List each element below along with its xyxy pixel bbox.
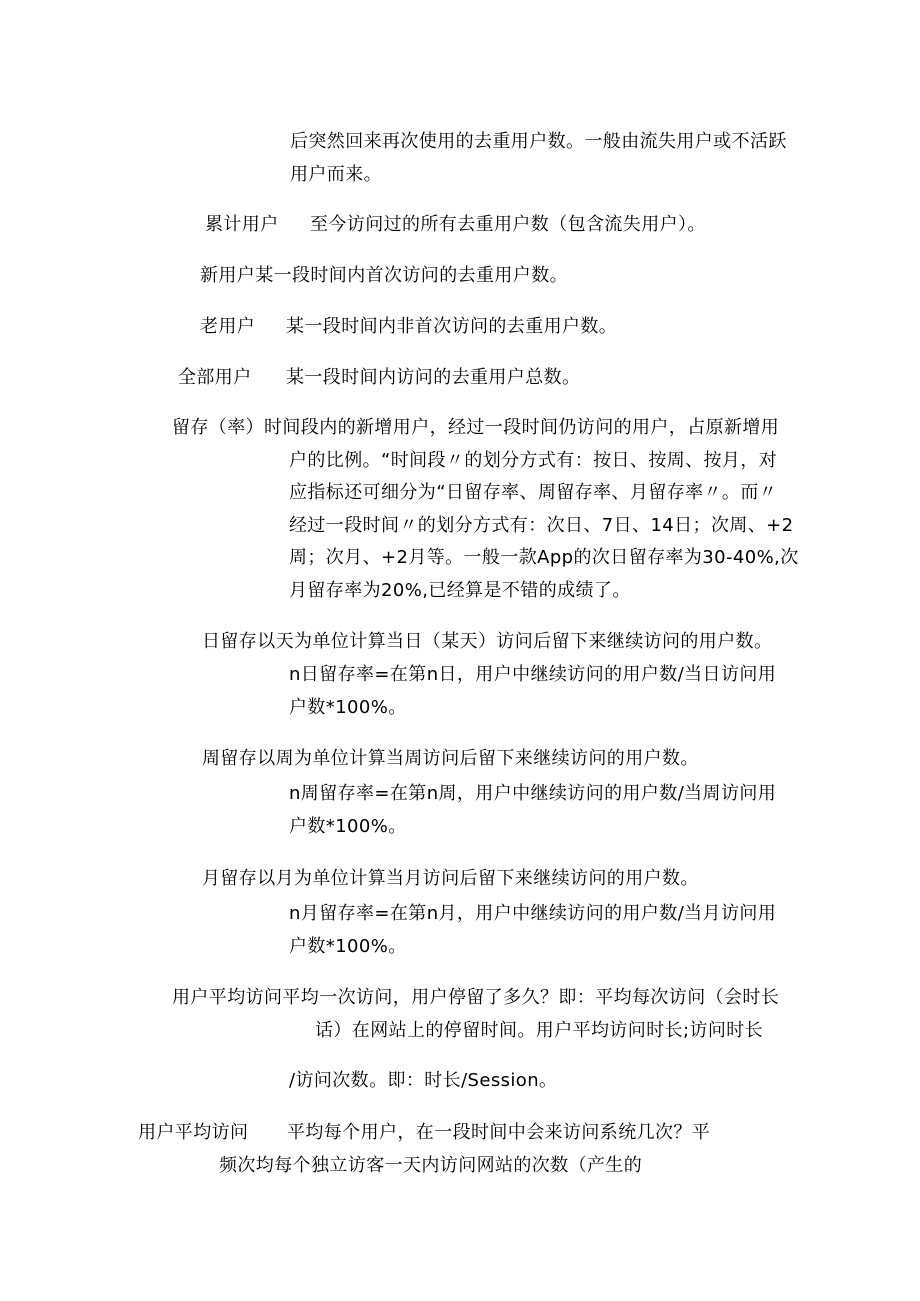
term-label: 老用户: [200, 316, 256, 337]
text-line: 用户平均访问平均一次访问，用户停留了多久？即：平均每次访问（会时长: [172, 987, 780, 1008]
term-definition: 平均每个用户，在一段时间中会来访问系统几次？平: [287, 1122, 711, 1143]
text-line: 月留存以月为单位计算当月访问后留下来继续访问的用户数。: [202, 868, 699, 889]
text-line: 新用户某一段时间内首次访问的去重用户数。: [200, 265, 568, 286]
text-line: 频次均每个独立访客一天内访问网站的次数（产生的: [219, 1155, 643, 1176]
text-line: 月留存率为20%,已经算是不错的成绩了。: [289, 580, 631, 601]
text-line: 经过一段时间〃的划分方式有：次日、7日、14日；次周、+2: [289, 515, 794, 536]
text-line: 户的比例。“时间段〃的划分方式有：按日、按周、按月，对: [289, 450, 778, 471]
text-line: 话）在网站上的停留时间。用户平均访问时长;访问时长: [315, 1020, 764, 1041]
text-line: 用户而来。: [290, 164, 382, 185]
term-label: 用户平均访问: [138, 1122, 249, 1143]
text-line: n周留存率=在第n周，用户中继续访问的用户数/当周访问用: [289, 783, 777, 804]
term-definition: 某一段时间内访问的去重用户总数。: [286, 367, 581, 388]
text-line: 周；次月、+2月等。一般一款App的次日留存率为30-40%,次: [289, 547, 799, 568]
text-line: 户数*100%。: [289, 936, 407, 957]
text-line: /访问次数。即：时长/Session。: [289, 1070, 558, 1091]
text-line: 后突然回来再次使用的去重用户数。一般由流失用户或不活跃: [290, 131, 787, 152]
text-line: 户数*100%。: [289, 816, 407, 837]
text-line: 留存（率）时间段内的新增用户，经过一段时间仍访问的用户，占原新增用: [172, 417, 780, 438]
text-line: 周留存以周为单位计算当周访问后留下来继续访问的用户数。: [202, 748, 699, 769]
term-definition: 某一段时间内非首次访问的去重用户数。: [286, 316, 618, 337]
text-line: n月留存率=在第n月，用户中继续访问的用户数/当月访问用: [289, 903, 777, 924]
term-label: 累计用户: [205, 214, 279, 235]
term-definition: 至今访问过的所有去重用户数（包含流失用户）。: [310, 214, 706, 235]
text-line: n日留存率=在第n日，用户中继续访问的用户数/当日访问用: [289, 664, 777, 685]
term-label: 全部用户: [178, 367, 252, 388]
text-line: 日留存以天为单位计算当日（某天）访问后留下来继续访问的用户数。: [202, 631, 773, 652]
text-line: 户数*100%。: [289, 697, 407, 718]
text-line: 应指标还可细分为“日留存率、周留存率、月留存率〃。而〃: [289, 482, 778, 503]
